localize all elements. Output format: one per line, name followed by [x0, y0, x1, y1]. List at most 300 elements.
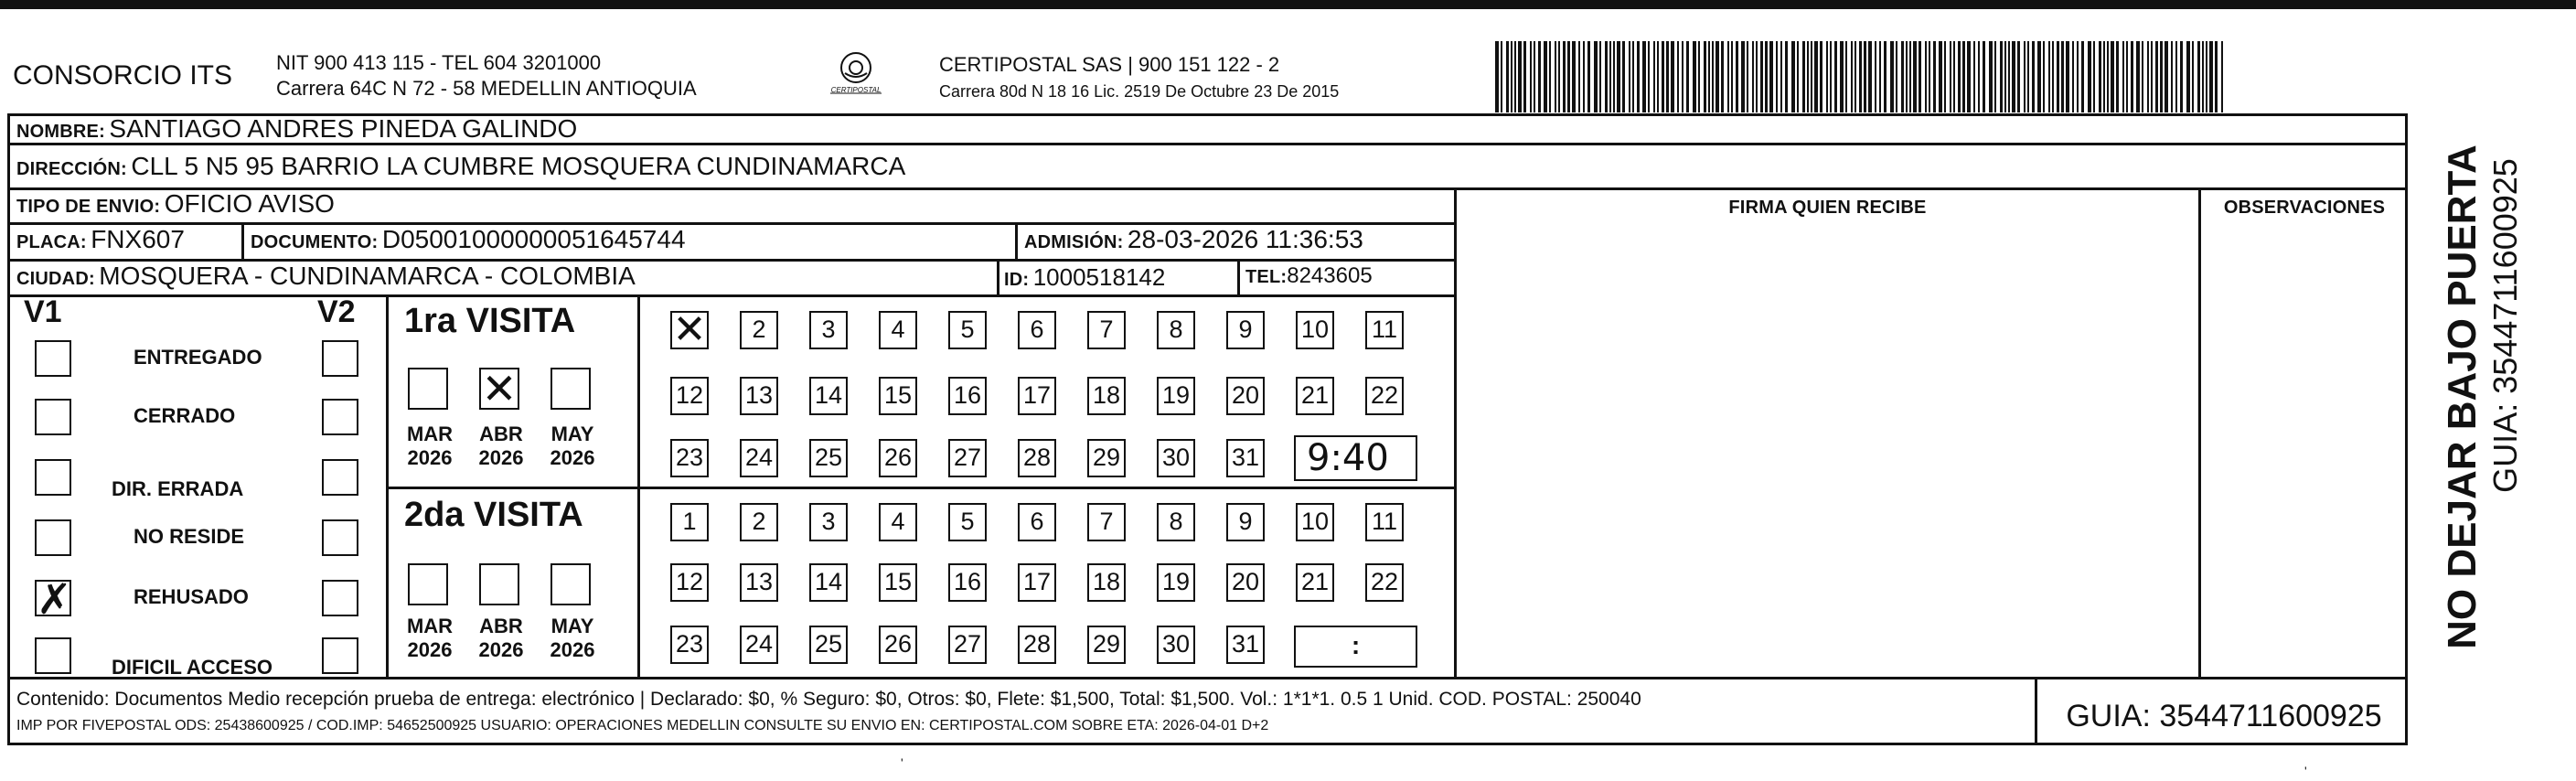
barcode-bar	[1538, 41, 1541, 112]
status-option-label: ENTREGADO	[134, 346, 262, 369]
barcode-bar	[2103, 41, 2105, 112]
barcode-bar	[1629, 41, 1630, 112]
barcode-bar	[1830, 41, 1832, 112]
day-box[interactable]: 10	[1296, 311, 1334, 349]
placa-field	[16, 225, 185, 254]
barcode-bar	[1727, 41, 1729, 112]
barcode-bar	[1919, 41, 1921, 112]
day-box[interactable]: 23	[670, 439, 709, 477]
barcode-bar	[1983, 41, 1985, 112]
day-box[interactable]: 9	[1226, 503, 1265, 541]
barcode-bar	[1563, 41, 1566, 112]
barcode-bar	[1506, 41, 1509, 112]
day-box[interactable]: 1	[670, 503, 709, 541]
day-box[interactable]: 2	[740, 311, 778, 349]
day-box[interactable]: 3	[809, 311, 848, 349]
barcode-bar	[1682, 41, 1683, 112]
first-visit-time-box[interactable]	[1294, 435, 1417, 481]
day-box[interactable]: 24	[740, 439, 778, 477]
barcode-bar	[1555, 41, 1556, 112]
direccion-field	[16, 152, 905, 181]
side-guia: GUIA: 3544711600925	[2486, 158, 2524, 493]
tel-value: 8243605	[1287, 263, 1373, 288]
day-box-checked[interactable]: ✕	[670, 311, 709, 349]
day-box[interactable]: 18	[1087, 563, 1126, 602]
barcode-bar	[1523, 41, 1526, 112]
v1-checkbox[interactable]	[35, 399, 71, 435]
day-box[interactable]: 13	[740, 377, 778, 415]
documento-label: DOCUMENTO:	[251, 232, 379, 252]
barcode-bar	[1864, 41, 1866, 112]
barcode-bar	[2048, 41, 2050, 112]
day-box[interactable]: 27	[948, 626, 987, 664]
barcode-bar	[2111, 41, 2114, 112]
barcode-bar	[1657, 41, 1659, 112]
day-box[interactable]: 25	[809, 626, 848, 664]
tipo-envio-value: OFICIO AVISO	[164, 189, 335, 218]
firma-label: FIRMA QUIEN RECIBE	[1728, 198, 1927, 218]
barcode-bar	[1967, 41, 1971, 112]
barcode-bar	[2072, 41, 2074, 112]
barcode-bar	[1814, 41, 1818, 112]
barcode-bar	[2221, 41, 2223, 112]
barcode-bar	[2122, 41, 2124, 112]
barcode-bar	[1609, 41, 1611, 112]
barcode-bar	[1736, 41, 1738, 112]
ciudad-field	[16, 262, 636, 291]
day-box[interactable]: 15	[879, 377, 917, 415]
barcode-bar	[1511, 41, 1512, 112]
barcode-bar	[2206, 41, 2207, 112]
month-name: MAY	[550, 423, 594, 445]
admision-label: ADMISIÓN:	[1024, 232, 1124, 252]
day-box[interactable]: 26	[879, 439, 917, 477]
barcode-bar	[1622, 41, 1625, 112]
barcode-bar	[1925, 41, 1927, 112]
barcode-bar	[1594, 41, 1598, 112]
company-name: CONSORCIO ITS	[13, 60, 233, 91]
barcode-bar	[1530, 41, 1532, 112]
col-divider	[1454, 187, 1457, 677]
barcode-bar	[1693, 41, 1696, 112]
col-divider	[2198, 187, 2201, 677]
barcode-bar	[1780, 41, 1782, 112]
v2-header: V2	[317, 294, 356, 329]
barcode-bar	[2000, 41, 2003, 112]
day-box[interactable]: 20	[1226, 377, 1265, 415]
day-box[interactable]: 30	[1157, 626, 1195, 664]
barcode-bar	[2209, 41, 2213, 112]
barcode-bar	[2057, 41, 2059, 112]
month-label	[476, 423, 527, 470]
ciudad-label: CIUDAD:	[16, 269, 95, 289]
v1-checkbox[interactable]	[35, 459, 71, 496]
v1-checkbox[interactable]	[35, 574, 72, 624]
barcode-bar	[1811, 41, 1812, 112]
barcode-bar	[1578, 41, 1580, 112]
barcode-bar	[1859, 41, 1862, 112]
barcode-bar	[2186, 41, 2190, 112]
signature-area[interactable]	[1458, 224, 2197, 675]
month-year: 2026	[550, 638, 595, 661]
barcode-bar	[1834, 41, 1837, 112]
placa-label: PLACA:	[16, 232, 87, 252]
day-box[interactable]: 29	[1087, 626, 1126, 664]
day-box[interactable]: 31	[1226, 439, 1265, 477]
status-option-label: DIR. ERRADA	[112, 477, 244, 500]
month-year: 2026	[478, 638, 524, 661]
day-box[interactable]: 28	[1018, 626, 1056, 664]
col-divider	[2035, 677, 2037, 745]
day-box[interactable]: 7	[1087, 311, 1126, 349]
v1-checkbox[interactable]	[35, 340, 71, 377]
day-box[interactable]: 4	[879, 503, 917, 541]
status-option-label: DIFICIL ACCESO	[112, 656, 273, 679]
day-box[interactable]: 19	[1157, 563, 1195, 602]
barcode-bar	[2180, 41, 2183, 112]
barcode-bar	[1906, 41, 1908, 112]
admision-value: 28-03-2026 11:36:53	[1127, 225, 1363, 253]
barcode-bar	[1666, 41, 1669, 112]
barcode-bar	[1769, 41, 1773, 112]
day-box[interactable]: 28	[1018, 439, 1056, 477]
day-box[interactable]: 21	[1296, 563, 1334, 602]
barcode-bar	[1617, 41, 1620, 112]
barcode-bar	[2027, 41, 2029, 112]
v2-checkbox[interactable]	[322, 637, 358, 674]
barcode-bar	[1544, 41, 1547, 112]
top-border	[0, 0, 2576, 9]
tel-field	[1245, 263, 1373, 289]
day-box[interactable]: 10	[1296, 503, 1334, 541]
v1-checkbox[interactable]	[35, 637, 71, 674]
day-box[interactable]: 17	[1018, 377, 1056, 415]
day-box[interactable]: 22	[1365, 377, 1404, 415]
v2-checkbox[interactable]	[322, 399, 358, 435]
barcode-bar	[2008, 41, 2010, 112]
barcode-bar	[2004, 41, 2006, 112]
day-box[interactable]: 16	[948, 563, 987, 602]
barcode-bar	[2037, 41, 2041, 112]
documento-field	[251, 225, 686, 254]
barcode-bar	[2142, 41, 2143, 112]
barcode-bar	[1567, 41, 1570, 112]
barcode-bar	[1605, 41, 1608, 112]
v1-header: V1	[24, 294, 62, 329]
logo-text: CERTIPOSTAL	[830, 86, 882, 94]
day-box[interactable]: 27	[948, 439, 987, 477]
barcode-bar	[1929, 41, 1930, 112]
barcode-bar	[1962, 41, 1965, 112]
barcode-bar	[2032, 41, 2035, 112]
barcode-bar	[1752, 41, 1754, 112]
day-box[interactable]: 31	[1226, 626, 1265, 664]
barcode-bar	[2215, 41, 2218, 112]
barcode-bar	[1686, 41, 1689, 112]
barcode-bar	[1884, 41, 1887, 112]
barcode-bar	[1896, 41, 1897, 112]
barcode-bar	[1958, 41, 1961, 112]
status-option-label: REHUSADO	[134, 585, 249, 608]
barcode-bar	[2081, 41, 2084, 112]
nit-line: NIT 900 413 115 - TEL 604 3201000	[276, 51, 602, 74]
barcode-bar	[1901, 41, 1904, 112]
day-box[interactable]: 3	[809, 503, 848, 541]
barcode-bar	[1879, 41, 1881, 112]
day-box[interactable]: 21	[1296, 377, 1334, 415]
barcode-bar	[1514, 41, 1516, 112]
direccion-label: DIRECCIÓN:	[16, 159, 127, 179]
certipostal-logo	[827, 48, 885, 102]
barcode-bar	[2088, 41, 2091, 112]
month-checkbox[interactable]	[550, 563, 591, 605]
barcode-bar	[2099, 41, 2101, 112]
barcode-bar	[2131, 41, 2133, 112]
month-checkbox[interactable]	[479, 563, 519, 605]
barcode-bar	[2017, 41, 2020, 112]
month-name: MAR	[406, 615, 454, 637]
month-name: MAR	[406, 423, 454, 445]
contenido-line: Contenido: Documentos Medio recepción prueba de entrega: electrónico | Declarado: $0, % Seguro: $0, Otros: $0, Flete: $1,500, Total: $1,500. Vol.: 1*1*1. 0.5 1 Unid. COD. POSTAL: 250040	[16, 689, 1641, 710]
tel-label: TEL:	[1245, 267, 1288, 287]
month-year: 2026	[550, 446, 595, 469]
barcode-bar	[2175, 41, 2177, 112]
second-visit-time: :	[1351, 631, 1361, 659]
direccion-value: CLL 5 N5 95 BARRIO LA CUMBRE MOSQUERA CUNDINAMARCA	[131, 152, 906, 180]
v2-checkbox[interactable]	[322, 459, 358, 496]
day-box[interactable]: 23	[670, 626, 709, 664]
month-checkbox[interactable]	[479, 364, 519, 413]
barcode-bar	[1747, 41, 1748, 112]
barcode-bar	[2052, 41, 2054, 112]
barcode-bar	[1855, 41, 1856, 112]
day-box[interactable]: 7	[1087, 503, 1126, 541]
barcode-bar	[1978, 41, 1980, 112]
barcode-bar	[1890, 41, 1894, 112]
barcode-bar	[1851, 41, 1853, 112]
scan-mark: '	[2304, 764, 2307, 778]
barcode-bar	[1501, 41, 1502, 112]
day-box[interactable]: 16	[948, 377, 987, 415]
barcode-bar	[1632, 41, 1634, 112]
barcode-bar	[1868, 41, 1872, 112]
barcode-bar	[2107, 41, 2109, 112]
imp-line: IMP POR FIVEPOSTAL ODS: 25438600925 / COD.IMP: 54652500925 USUARIO: OPERACIONES MEDELLIN CONSULTE SU ENVIO EN: CERTIPOSTAL.COM SOBRE ETA: 2026-04-01 D+2	[16, 718, 1269, 733]
barcode-bar	[1677, 41, 1679, 112]
cell-divider	[241, 222, 244, 259]
day-box[interactable]: 29	[1087, 439, 1126, 477]
barcode-bar	[2155, 41, 2158, 112]
barcode-bar	[1534, 41, 1535, 112]
month-checkbox[interactable]	[408, 563, 448, 605]
month-check-mark: ✕	[481, 364, 518, 413]
barcode-bar	[2093, 41, 2095, 112]
barcode-bar	[1944, 41, 1946, 112]
logo-icon	[827, 48, 885, 102]
day-box[interactable]: 5	[948, 311, 987, 349]
first-visit-title: 1ra VISITA	[404, 302, 576, 340]
day-box[interactable]: 17	[1018, 563, 1056, 602]
barcode-bar	[2077, 41, 2079, 112]
day-box[interactable]: 6	[1018, 503, 1056, 541]
barcode-bar	[2066, 41, 2069, 112]
status-option-label: CERRADO	[134, 404, 236, 427]
barcode-bar	[1599, 41, 1601, 112]
second-visit-title: 2da VISITA	[404, 496, 583, 534]
month-label	[547, 423, 598, 470]
v2-checkbox[interactable]	[322, 580, 358, 616]
day-box[interactable]: 12	[670, 563, 709, 602]
barcode-bar	[1797, 41, 1799, 112]
day-box[interactable]: 20	[1226, 563, 1265, 602]
barcode-bar	[2043, 41, 2045, 112]
visit-col-divider	[637, 294, 640, 677]
day-box[interactable]: 2	[740, 503, 778, 541]
barcode-bar	[1909, 41, 1911, 112]
barcode-bar	[1845, 41, 1847, 112]
month-name: ABR	[479, 615, 523, 637]
barcode-bar	[2024, 41, 2026, 112]
day-box[interactable]: 25	[809, 439, 848, 477]
day-box[interactable]: 9	[1226, 311, 1265, 349]
barcode-bar	[1807, 41, 1809, 112]
barcode-bar	[1989, 41, 1993, 112]
barcode-bar	[1653, 41, 1655, 112]
second-visit-time-box[interactable]	[1294, 626, 1417, 668]
barcode-bar	[1698, 41, 1700, 112]
day-box[interactable]: 14	[809, 563, 848, 602]
day-box[interactable]: 14	[809, 377, 848, 415]
no-dejar-warning: NO DEJAR BAJO PUERTA	[2440, 144, 2485, 649]
barcode-bar	[2192, 41, 2194, 112]
barcode-bar	[1671, 41, 1674, 112]
barcode-bar	[1802, 41, 1805, 112]
barcode-bar	[2126, 41, 2128, 112]
month-checkbox[interactable]	[550, 368, 591, 410]
barcode-bar	[2012, 41, 2015, 112]
nombre-value: SANTIAGO ANDRES PINEDA GALINDO	[109, 114, 578, 143]
v1-check-mark: ✗	[37, 574, 72, 624]
placa-value: FNX607	[91, 225, 185, 253]
tipo-envio-label: TIPO DE ENVIO:	[16, 197, 161, 217]
barcode-bar	[1994, 41, 1996, 112]
barcode-bar	[1637, 41, 1640, 112]
barcode-bar	[1741, 41, 1745, 112]
day-box[interactable]: 11	[1365, 311, 1404, 349]
barcode-bar	[2202, 41, 2204, 112]
barcode-bar	[1613, 41, 1615, 112]
barcode-bar	[1913, 41, 1917, 112]
day-box[interactable]: 6	[1018, 311, 1056, 349]
barcode-bar	[1973, 41, 1975, 112]
barcode-bar	[1939, 41, 1942, 112]
barcode-bar	[1840, 41, 1844, 112]
day-box[interactable]: 15	[879, 563, 917, 602]
v2-checkbox[interactable]	[322, 519, 358, 556]
month-label	[476, 615, 527, 662]
ciudad-value: MOSQUERA - CUNDINAMARCA - COLOMBIA	[99, 262, 636, 290]
barcode-bar	[2160, 41, 2163, 112]
barcode-bar	[2164, 41, 2168, 112]
day-box[interactable]: 19	[1157, 377, 1195, 415]
scan-mark: '	[901, 755, 903, 770]
nombre-field	[16, 114, 577, 144]
v1-checkbox[interactable]	[35, 519, 71, 556]
barcode-bar	[1950, 41, 1951, 112]
barcode-bar	[1572, 41, 1576, 112]
day-box[interactable]: 8	[1157, 503, 1195, 541]
barcode-bar	[1648, 41, 1650, 112]
day-box[interactable]: 13	[740, 563, 778, 602]
barcode-bar	[1716, 41, 1719, 112]
month-checkbox[interactable]	[408, 368, 448, 410]
month-name: ABR	[479, 423, 523, 445]
month-name: MAY	[550, 615, 594, 637]
admision-field	[1024, 225, 1363, 254]
month-year: 2026	[407, 446, 453, 469]
day-box[interactable]: 26	[879, 626, 917, 664]
cell-divider	[997, 259, 999, 294]
row-divider	[7, 294, 1457, 297]
barcode-bar	[1495, 41, 1499, 112]
v2-checkbox[interactable]	[322, 340, 358, 377]
row-divider	[7, 187, 2408, 190]
day-box[interactable]: 5	[948, 503, 987, 541]
day-box[interactable]: 24	[740, 626, 778, 664]
month-label	[547, 615, 598, 662]
day-box[interactable]: 11	[1365, 503, 1404, 541]
barcode-bar	[1712, 41, 1714, 112]
barcode-bar	[1791, 41, 1795, 112]
day-box[interactable]: 18	[1087, 377, 1126, 415]
documento-value: D05001000000051645744	[381, 225, 686, 253]
status-option-label: NO RESIDE	[134, 525, 245, 548]
barcode-bar	[2147, 41, 2149, 112]
barcode-bar	[1820, 41, 1822, 112]
barcode-bar	[2116, 41, 2119, 112]
barcode-bar	[1587, 41, 1590, 112]
company-address: Carrera 64C N 72 - 58 MEDELLIN ANTIOQUIA	[276, 77, 697, 100]
barcode-bar	[1558, 41, 1560, 112]
month-year: 2026	[478, 446, 524, 469]
day-box[interactable]: 8	[1157, 311, 1195, 349]
observations-area[interactable]	[2202, 224, 2406, 675]
barcode-bar	[2061, 41, 2064, 112]
barcode-bar	[2136, 41, 2140, 112]
day-box[interactable]: 4	[879, 311, 917, 349]
barcode-bar	[1549, 41, 1551, 112]
id-label: ID:	[1004, 270, 1030, 290]
barcode	[1495, 41, 2227, 112]
month-label	[404, 615, 455, 662]
barcode-bar	[1756, 41, 1758, 112]
day-box[interactable]: 12	[670, 377, 709, 415]
barcode-bar	[2171, 41, 2173, 112]
day-box[interactable]: 22	[1365, 563, 1404, 602]
cell-divider	[1015, 222, 1018, 259]
visit-divider	[386, 487, 1457, 489]
barcode-bar	[1662, 41, 1664, 112]
month-label	[404, 423, 455, 470]
barcode-bar	[1518, 41, 1522, 112]
footer-guia: GUIA: 3544711600925	[2066, 699, 2382, 733]
id-field	[1004, 263, 1165, 292]
barcode-bar	[1776, 41, 1778, 112]
day-box[interactable]: 30	[1157, 439, 1195, 477]
carrier-address: Carrera 80d N 18 16 Lic. 2519 De Octubre 23 De 2015	[939, 82, 1340, 101]
barcode-bar	[1704, 41, 1706, 112]
barcode-bar	[1765, 41, 1768, 112]
